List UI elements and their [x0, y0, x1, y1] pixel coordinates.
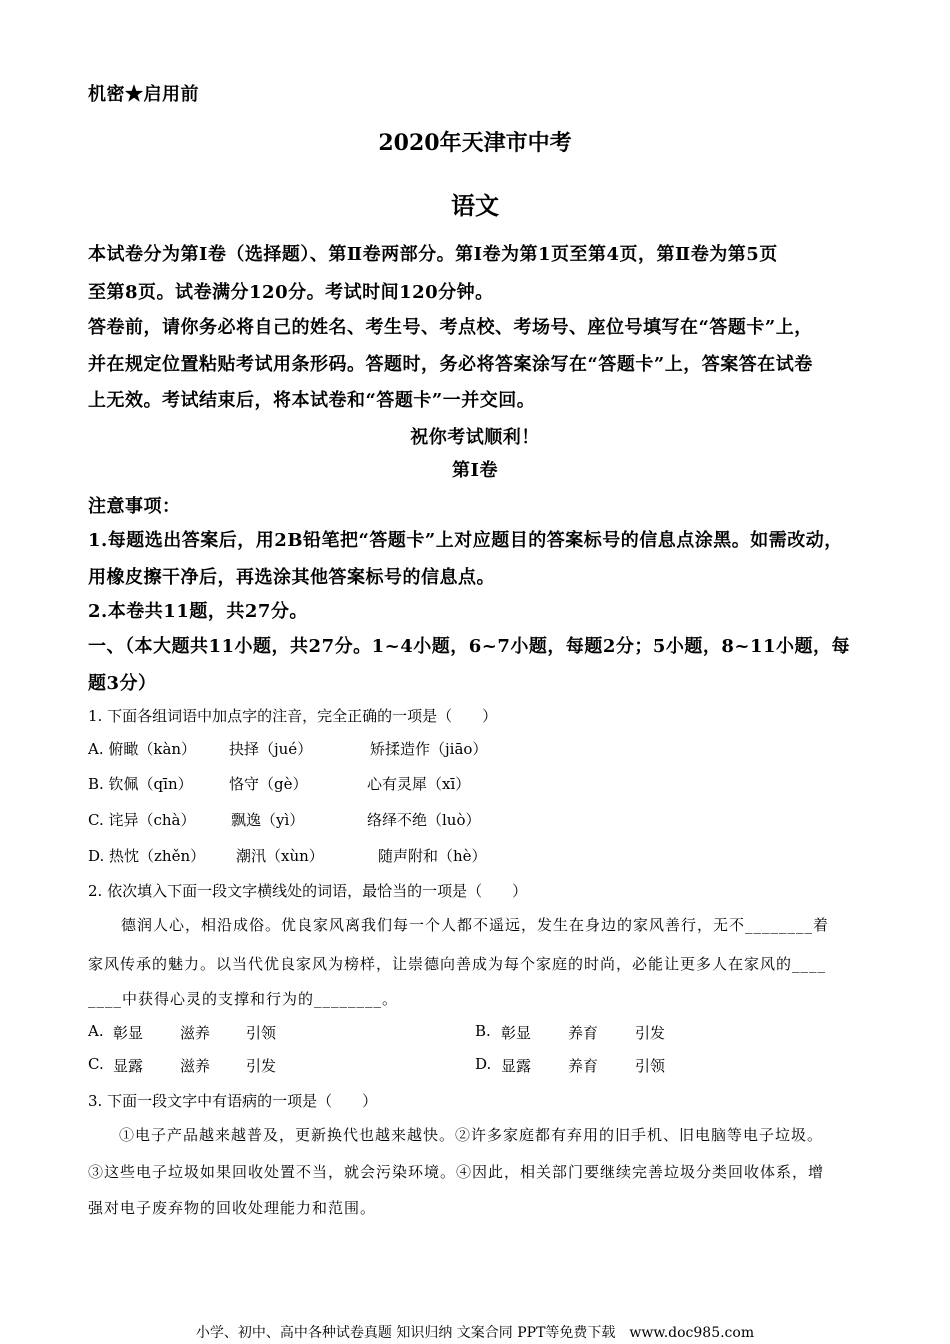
- q2-option-c-2: 滋养: [180, 1057, 211, 1075]
- q3-passage-line-2: ③这些电子垃圾如果回收处置不当，就会污染环境。④因此，相关部门要继续完善垃圾分类回收体系，增: [88, 1163, 825, 1181]
- q2-option-d-label: D.: [475, 1055, 492, 1073]
- q2-option-b-1: 彰显: [501, 1024, 532, 1042]
- footer-watermark: 小学、初中、高中各种试卷真题 知识归纳 文案合同 PPT等免费下载 www.doc985.com: [195, 1325, 755, 1341]
- q1-option-c-1: C. 诧异（chà）: [88, 811, 196, 829]
- section-1-line-1: 一、（本大题共11小题，共27分。1~4小题，6~7小题，每题2分；5小题，8~11小题，每: [88, 636, 851, 657]
- q3-stem: 3. 下面一段文字中有语病的一项是（ ）: [88, 1092, 378, 1110]
- q2-option-c-1: 显露: [113, 1057, 144, 1075]
- intro-line-3: 答卷前，请你务必将自己的姓名、考生号、考点校、考场号、座位号填写在“答题卡”上，: [88, 317, 813, 338]
- q3-passage-line-3: 强对电子废弃物的回收处理能力和范围。: [88, 1199, 377, 1217]
- q2-option-a-3: 引领: [246, 1024, 277, 1042]
- q2-option-b-2: 养育: [568, 1024, 599, 1042]
- notes-item-1-line-2: 用橡皮擦干净后，再选涂其他答案标号的信息点。: [88, 567, 495, 588]
- q2-option-d-3: 引领: [635, 1057, 666, 1075]
- q2-passage-line-1: 德润人心，相沿成俗。优良家风离我们每一个人都不遥远，发生在身边的家风善行，无不________着: [121, 916, 830, 934]
- q1-stem: 1. 下面各组词语中加点字的注音，完全正确的一项是（ ）: [88, 707, 498, 725]
- q1-option-c-3: 络绎不绝（luò）: [367, 811, 481, 829]
- q1-option-a-2: 抉择（jué）: [229, 740, 313, 758]
- q1-option-b-3: 心有灵犀（xī）: [367, 775, 471, 793]
- q1-option-a-3: 矫揉造作（jiāo）: [370, 740, 488, 758]
- wish-text: 祝你考试顺利！: [410, 427, 540, 448]
- q1-option-c-2: 飘逸（yì）: [231, 811, 305, 829]
- q2-option-a-label: A.: [88, 1022, 104, 1040]
- notes-heading: 注意事项：: [88, 496, 181, 517]
- notes-item-2: 2.本卷共11题，共27分。: [88, 601, 308, 622]
- intro-line-4: 并在规定位置粘贴考试用条形码。答题时，务必将答案涂写在“答题卡”上，答案答在试卷: [88, 354, 813, 375]
- q2-option-a-1: 彰显: [113, 1024, 144, 1042]
- q2-passage-line-3: ____中获得心灵的支撑和行为的________。: [88, 990, 399, 1008]
- q1-option-b-1: B. 钦佩（qīn）: [88, 775, 193, 793]
- exam-title: 2020年天津市中考: [378, 130, 572, 156]
- q2-option-a-2: 滋养: [180, 1024, 211, 1042]
- q1-option-d-3: 随声附和（hè）: [378, 847, 487, 865]
- q2-option-b-label: B.: [475, 1022, 491, 1040]
- section-1-line-2: 题3分）: [88, 673, 157, 694]
- q3-passage-line-1: ①电子产品越来越普及，更新换代也越来越快。②许多家庭都有弃用的旧手机、旧电脑等电子垃圾。: [119, 1126, 824, 1144]
- q1-option-d-1: D. 热忱（zhěn）: [88, 847, 206, 865]
- q2-passage-line-2: 家风传承的魅力。以当代优良家风为榜样，让崇德向善成为每个家庭的时尚，必能让更多人在家风的____: [88, 955, 827, 973]
- q1-option-b-2: 恪守（gè）: [229, 775, 308, 793]
- q2-stem: 2. 依次填入下面一段文字横线处的词语，最恰当的一项是（ ）: [88, 882, 528, 900]
- subject-title: 语文: [451, 191, 499, 220]
- intro-line-2: 至第8页。试卷满分120分。考试时间120分钟。: [88, 282, 494, 303]
- q2-option-c-3: 引发: [246, 1057, 277, 1075]
- q2-option-c-label: C.: [88, 1055, 104, 1073]
- q1-option-d-2: 潮汛（xùn）: [236, 847, 324, 865]
- q2-option-d-2: 养育: [568, 1057, 599, 1075]
- volume-title: 第Ⅰ卷: [452, 460, 498, 481]
- q1-option-a-1: A. 俯瞰（kàn）: [88, 740, 197, 758]
- q2-option-b-3: 引发: [635, 1024, 666, 1042]
- q2-option-d-1: 显露: [501, 1057, 532, 1075]
- intro-line-5: 上无效。考试结束后，将本试卷和“答题卡”一并交回。: [88, 390, 536, 411]
- intro-line-1: 本试卷分为第Ⅰ卷（选择题）、第Ⅱ卷两部分。第Ⅰ卷为第1页至第4页，第Ⅱ卷为第5页: [88, 244, 778, 265]
- notes-item-1-line-1: 1.每题选出答案后，用2B铅笔把“答题卡”上对应题目的答案标号的信息点涂黑。如需改动，: [88, 530, 843, 551]
- confidential-label: 机密★启用前: [88, 84, 199, 105]
